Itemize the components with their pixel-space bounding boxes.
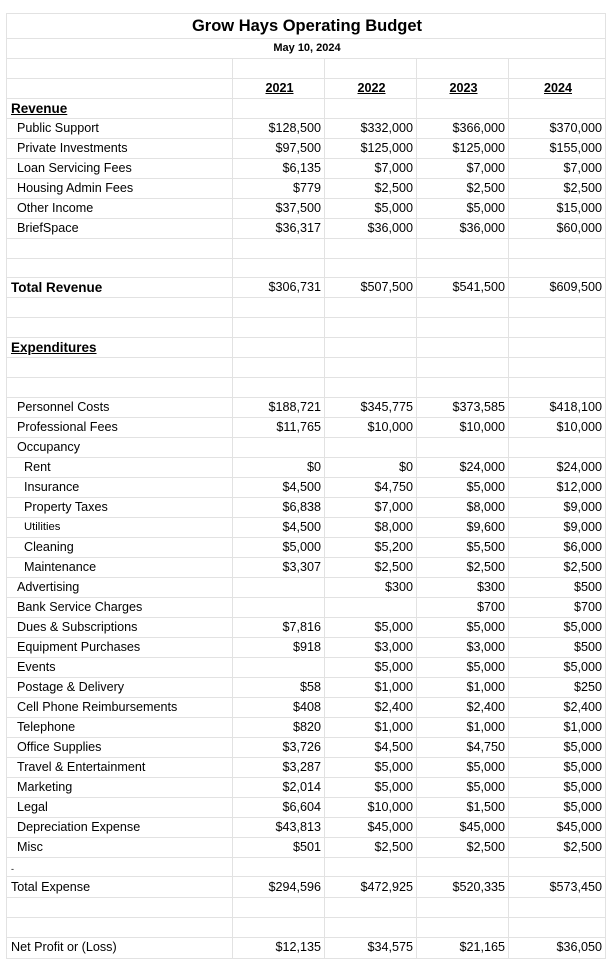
value-cell[interactable]: $4,750 [417,737,509,757]
empty-cell[interactable] [233,238,325,258]
value-cell[interactable]: $4,750 [325,477,417,497]
expense-row [7,577,606,597]
blank-row [7,857,606,877]
expenditures-heading-row [7,337,606,357]
empty-cell[interactable] [7,238,233,258]
expense-row [7,777,606,797]
value-cell[interactable]: $4,500 [233,477,325,497]
blank-row [7,357,606,377]
value-cell[interactable]: $7,000 [325,158,417,178]
expense-row [7,817,606,837]
expense-row [7,417,606,437]
revenue-row [7,138,606,158]
row-label[interactable]: Equipment Purchases [7,637,233,657]
row-label[interactable]: Travel & Entertainment [7,757,233,777]
empty-cell[interactable] [7,357,233,377]
value-cell[interactable]: $820 [233,717,325,737]
total-revenue-row [7,278,606,298]
value-cell[interactable]: $5,000 [417,617,509,637]
value-cell[interactable]: $5,000 [417,777,509,797]
value-cell[interactable]: $7,816 [233,617,325,637]
empty-cell[interactable] [325,258,417,278]
value-cell[interactable]: $5,000 [325,617,417,637]
value-cell[interactable]: $0 [325,457,417,477]
value-cell[interactable] [417,437,509,457]
year-header[interactable]: 2024 [509,78,606,98]
empty-cell[interactable] [233,337,325,357]
value-cell[interactable]: $24,000 [509,457,606,477]
expense-row [7,797,606,817]
row-label[interactable]: Total Expense [7,877,233,898]
value-cell[interactable]: $2,500 [509,837,606,857]
value-cell[interactable] [325,597,417,617]
row-label[interactable]: Insurance [7,477,233,497]
value-cell[interactable]: $332,000 [325,118,417,138]
row-label[interactable]: Rent [7,457,233,477]
value-cell[interactable]: $6,000 [509,537,606,557]
empty-cell[interactable] [233,357,325,377]
row-label[interactable]: Legal [7,797,233,817]
empty-cell[interactable] [233,298,325,318]
value-cell[interactable]: $520,335 [417,877,509,898]
value-cell[interactable]: $250 [509,677,606,697]
revenue-row [7,218,606,238]
total-expense-row [7,877,606,898]
value-cell[interactable]: $5,000 [417,757,509,777]
row-label[interactable]: BriefSpace [7,218,233,238]
value-cell[interactable]: $1,500 [417,797,509,817]
value-cell[interactable]: $2,500 [417,178,509,198]
revenue-row [7,158,606,178]
value-cell[interactable]: $2,500 [325,837,417,857]
value-cell[interactable]: $24,000 [417,457,509,477]
empty-cell[interactable] [417,898,509,918]
empty-cell[interactable] [417,298,509,318]
value-cell[interactable]: $2,500 [509,178,606,198]
value-cell[interactable]: $6,604 [233,797,325,817]
expense-row [7,517,606,537]
empty-cell[interactable] [233,318,325,338]
empty-cell[interactable] [417,857,509,877]
row-label[interactable]: Bank Service Charges [7,597,233,617]
value-cell[interactable]: $300 [325,577,417,597]
section-heading[interactable]: Expenditures [7,337,233,357]
empty-cell[interactable] [325,98,417,118]
value-cell[interactable] [325,437,417,457]
empty-cell[interactable] [417,258,509,278]
empty-cell[interactable] [325,377,417,397]
value-cell[interactable] [509,437,606,457]
value-cell[interactable]: $15,000 [509,198,606,218]
value-cell[interactable]: $5,000 [325,777,417,797]
row-label[interactable]: Personnel Costs [7,397,233,417]
date-row [7,39,606,59]
empty-cell[interactable] [417,377,509,397]
row-label[interactable]: Public Support [7,118,233,138]
value-cell[interactable]: $97,500 [233,138,325,158]
blank-row [7,898,606,918]
value-cell[interactable]: $45,000 [325,817,417,837]
value-cell[interactable]: $3,307 [233,557,325,577]
row-label[interactable]: Maintenance [7,557,233,577]
empty-cell[interactable] [417,98,509,118]
value-cell[interactable]: $5,000 [325,657,417,677]
row-label[interactable]: Events [7,657,233,677]
value-cell[interactable]: $2,500 [325,557,417,577]
value-cell[interactable]: $2,500 [325,178,417,198]
value-cell[interactable]: $5,000 [417,657,509,677]
row-label[interactable]: Depreciation Expense [7,817,233,837]
value-cell[interactable]: $2,400 [325,697,417,717]
value-cell[interactable]: $155,000 [509,138,606,158]
expense-row [7,717,606,737]
value-cell[interactable]: $573,450 [509,877,606,898]
value-cell[interactable]: $500 [509,637,606,657]
value-cell[interactable]: $500 [509,577,606,597]
row-label[interactable]: Advertising [7,577,233,597]
value-cell[interactable] [233,597,325,617]
empty-cell[interactable] [417,59,509,79]
empty-cell[interactable] [325,898,417,918]
value-cell[interactable]: $11,765 [233,417,325,437]
blank-row [7,238,606,258]
empty-cell[interactable] [233,258,325,278]
sheet-date[interactable]: May 10, 2024 [7,39,606,59]
value-cell[interactable]: $5,000 [325,198,417,218]
value-cell[interactable]: $4,500 [325,737,417,757]
value-cell[interactable]: $5,000 [509,617,606,637]
year-header-row [7,78,606,98]
row-label[interactable]: Office Supplies [7,737,233,757]
value-cell[interactable]: $779 [233,178,325,198]
blank-row [7,298,606,318]
value-cell[interactable]: $472,925 [325,877,417,898]
value-cell[interactable]: $5,000 [509,737,606,757]
value-cell[interactable]: $7,000 [509,158,606,178]
empty-cell[interactable] [417,357,509,377]
value-cell[interactable]: $2,500 [417,837,509,857]
value-cell[interactable]: $10,000 [417,417,509,437]
value-cell[interactable]: $5,000 [417,477,509,497]
value-cell[interactable] [233,437,325,457]
empty-cell[interactable] [7,377,233,397]
value-cell[interactable] [233,657,325,677]
empty-cell[interactable] [7,918,233,938]
row-label[interactable]: Loan Servicing Fees [7,158,233,178]
value-cell[interactable]: $3,000 [325,637,417,657]
value-cell[interactable]: $5,000 [509,777,606,797]
row-label[interactable]: Total Revenue [7,278,233,298]
expense-row [7,397,606,417]
empty-cell[interactable] [7,258,233,278]
empty-cell[interactable] [7,78,233,98]
row-label[interactable]: Telephone [7,717,233,737]
empty-cell[interactable] [509,857,606,877]
empty-cell[interactable] [325,238,417,258]
budget-table [6,13,606,959]
expense-row [7,497,606,517]
value-cell[interactable]: $8,000 [417,497,509,517]
value-cell[interactable]: $300 [417,577,509,597]
expense-row [7,617,606,637]
value-cell[interactable]: $501 [233,837,325,857]
expense-row [7,837,606,857]
value-cell[interactable]: $12,135 [233,937,325,958]
revenue-row [7,118,606,138]
empty-cell[interactable] [509,377,606,397]
empty-cell[interactable] [509,357,606,377]
value-cell[interactable]: $1,000 [417,677,509,697]
row-label[interactable]: Occupancy [7,437,233,457]
empty-cell[interactable] [233,918,325,938]
blank-row [7,258,606,278]
empty-cell[interactable] [325,318,417,338]
value-cell[interactable]: $37,500 [233,198,325,218]
revenue-row [7,178,606,198]
section-heading[interactable]: Revenue [7,98,233,118]
empty-cell[interactable] [509,918,606,938]
value-cell[interactable] [233,577,325,597]
row-label[interactable]: Housing Admin Fees [7,178,233,198]
row-label[interactable]: Net Profit or (Loss) [7,937,233,958]
net-profit-row [7,937,606,958]
empty-cell[interactable] [7,59,233,79]
sheet-title[interactable]: Grow Hays Operating Budget [7,14,606,39]
value-cell[interactable]: $5,000 [417,198,509,218]
empty-cell[interactable] [233,98,325,118]
expense-row [7,457,606,477]
value-cell[interactable]: $609,500 [509,278,606,298]
revenue-row [7,198,606,218]
value-cell[interactable]: $5,000 [509,797,606,817]
value-cell[interactable]: $1,000 [325,717,417,737]
expense-row [7,477,606,497]
empty-cell[interactable] [325,298,417,318]
expense-row [7,597,606,617]
empty-cell[interactable] [509,98,606,118]
expense-row [7,677,606,697]
empty-cell[interactable] [7,318,233,338]
row-label[interactable]: Property Taxes [7,497,233,517]
title-row [7,14,606,39]
value-cell[interactable]: $306,731 [233,278,325,298]
value-cell[interactable]: $58 [233,677,325,697]
empty-cell[interactable] [417,918,509,938]
empty-cell[interactable] [509,258,606,278]
value-cell[interactable]: $5,000 [509,757,606,777]
expense-row [7,437,606,457]
blank-row [7,377,606,397]
value-cell[interactable]: $2,400 [417,697,509,717]
empty-cell[interactable] [233,898,325,918]
value-cell[interactable]: $4,500 [233,517,325,537]
expense-row [7,557,606,577]
value-cell[interactable]: $1,000 [509,717,606,737]
value-cell[interactable]: $408 [233,697,325,717]
empty-cell[interactable] [509,318,606,338]
value-cell[interactable]: $2,400 [509,697,606,717]
value-cell[interactable]: $700 [417,597,509,617]
value-cell[interactable]: $5,500 [417,537,509,557]
value-cell[interactable]: $918 [233,637,325,657]
dash-mark[interactable]: - [7,857,233,877]
row-label[interactable]: Marketing [7,777,233,797]
value-cell[interactable]: $9,600 [417,517,509,537]
empty-cell[interactable] [233,59,325,79]
value-cell[interactable]: $125,000 [417,138,509,158]
value-cell[interactable]: $34,575 [325,937,417,958]
value-cell[interactable]: $8,000 [325,517,417,537]
value-cell[interactable]: $6,838 [233,497,325,517]
value-cell[interactable]: $12,000 [509,477,606,497]
row-label[interactable]: Misc [7,837,233,857]
value-cell[interactable]: $125,000 [325,138,417,158]
value-cell[interactable]: $43,813 [233,817,325,837]
expense-row [7,757,606,777]
row-label[interactable]: Private Investments [7,138,233,158]
expense-row [7,637,606,657]
value-cell[interactable]: $3,000 [417,637,509,657]
value-cell[interactable]: $1,000 [417,717,509,737]
value-cell[interactable]: $2,014 [233,777,325,797]
value-cell[interactable]: $45,000 [417,817,509,837]
row-label[interactable]: Cleaning [7,537,233,557]
value-cell[interactable]: $366,000 [417,118,509,138]
value-cell[interactable]: $5,000 [509,657,606,677]
empty-cell[interactable] [233,857,325,877]
expense-row [7,697,606,717]
empty-cell[interactable] [325,59,417,79]
empty-cell[interactable] [7,298,233,318]
empty-cell[interactable] [233,377,325,397]
empty-cell[interactable] [509,898,606,918]
value-cell[interactable]: $5,000 [233,537,325,557]
row-label[interactable]: Postage & Delivery [7,677,233,697]
value-cell[interactable]: $128,500 [233,118,325,138]
value-cell[interactable]: $541,500 [417,278,509,298]
value-cell[interactable]: $188,721 [233,397,325,417]
value-cell[interactable]: $9,000 [509,517,606,537]
value-cell[interactable]: $373,585 [417,397,509,417]
empty-cell[interactable] [325,918,417,938]
year-header[interactable]: 2022 [325,78,417,98]
expense-row [7,657,606,677]
value-cell[interactable]: $345,775 [325,397,417,417]
value-cell[interactable]: $294,596 [233,877,325,898]
empty-cell[interactable] [509,337,606,357]
row-label[interactable]: Utilities [7,517,233,537]
value-cell[interactable]: $6,135 [233,158,325,178]
value-cell[interactable]: $36,317 [233,218,325,238]
value-cell[interactable]: $2,500 [509,557,606,577]
expense-row [7,537,606,557]
empty-cell[interactable] [417,318,509,338]
value-cell[interactable]: $36,050 [509,937,606,958]
empty-cell[interactable] [7,898,233,918]
empty-cell[interactable] [325,857,417,877]
expense-row [7,737,606,757]
empty-cell[interactable] [417,337,509,357]
value-cell[interactable]: $370,000 [509,118,606,138]
value-cell[interactable]: $36,000 [325,218,417,238]
value-cell[interactable]: $60,000 [509,218,606,238]
value-cell[interactable]: $5,200 [325,537,417,557]
value-cell[interactable]: $9,000 [509,497,606,517]
value-cell[interactable]: $0 [233,457,325,477]
row-label[interactable]: Other Income [7,198,233,218]
year-header[interactable]: 2023 [417,78,509,98]
empty-cell[interactable] [325,337,417,357]
value-cell[interactable]: $3,287 [233,757,325,777]
blank-row [7,318,606,338]
empty-cell[interactable] [417,238,509,258]
blank-row [7,918,606,938]
value-cell[interactable]: $10,000 [325,417,417,437]
value-cell[interactable]: $10,000 [325,797,417,817]
value-cell[interactable]: $5,000 [325,757,417,777]
value-cell[interactable]: $7,000 [325,497,417,517]
value-cell[interactable]: $7,000 [417,158,509,178]
row-label[interactable]: Cell Phone Reimbursements [7,697,233,717]
value-cell[interactable]: $507,500 [325,278,417,298]
year-header[interactable]: 2021 [233,78,325,98]
value-cell[interactable]: $36,000 [417,218,509,238]
value-cell[interactable]: $1,000 [325,677,417,697]
row-label[interactable]: Professional Fees [7,417,233,437]
empty-cell[interactable] [509,238,606,258]
row-label[interactable]: Dues & Subscriptions [7,617,233,637]
value-cell[interactable]: $21,165 [417,937,509,958]
empty-cell[interactable] [509,59,606,79]
value-cell[interactable]: $10,000 [509,417,606,437]
value-cell[interactable]: $3,726 [233,737,325,757]
value-cell[interactable]: $418,100 [509,397,606,417]
value-cell[interactable]: $45,000 [509,817,606,837]
revenue-heading-row [7,98,606,118]
empty-cell[interactable] [509,298,606,318]
empty-cell[interactable] [325,357,417,377]
value-cell[interactable]: $2,500 [417,557,509,577]
blank-row [7,59,606,79]
value-cell[interactable]: $700 [509,597,606,617]
